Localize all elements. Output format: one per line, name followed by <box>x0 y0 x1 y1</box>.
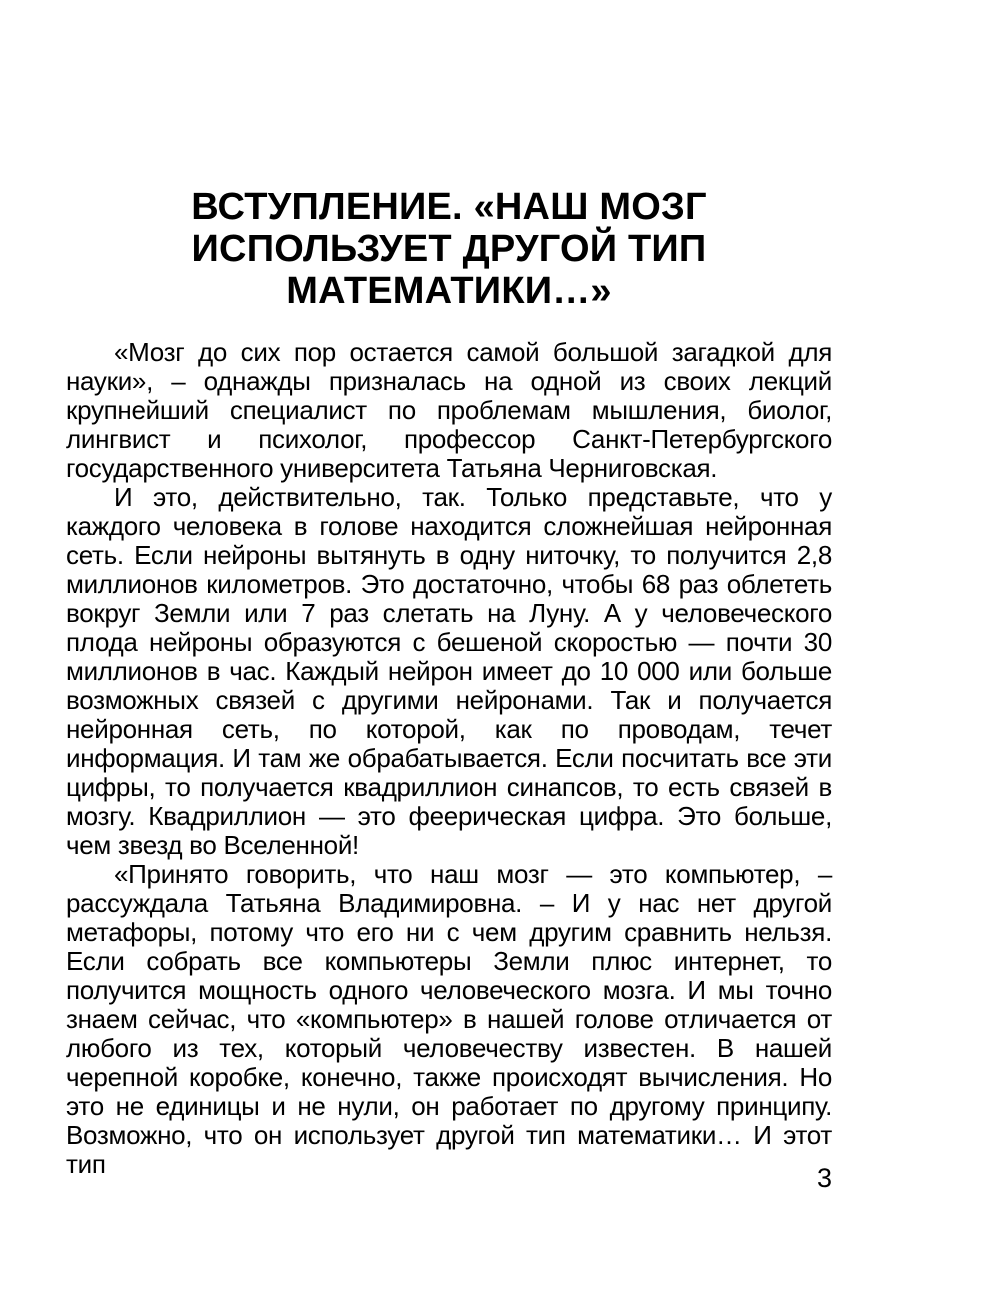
page-number: 3 <box>816 1163 832 1193</box>
body-text <box>66 338 832 1179</box>
paragraph-neural-network: И это, действительно, так. Только представьте, что у каждого человека в голове находится сложнейшая нейронная сеть. Если нейроны вытянуть в одну ниточку, то получится 2,8 миллионов километров. Это достаточно, чтобы 68 раз облететь вокруг Земли или 7 раз слетать на Луну. А у человеческого плода нейроны образуются с бешеной скоростью — почти 30 миллионов в час. Каждый нейрон имеет до 10 000 или больше возможных связей с другими нейронами. Так и получается нейронная сеть, по которой, как по проводам, течет информация. И там же обрабатывается. Если посчитать все эти цифры, то получается квадриллион синапсов, то есть связей в мозгу. Квадриллион — это феерическая цифра. Это больше, чем звезд во Вселенной! <box>66 481 832 860</box>
chapter-title-line-2: ИСПОЛЬЗУЕТ ДРУГОЙ ТИП <box>191 228 707 271</box>
chapter-title-line-1: ВСТУПЛЕНИЕ. «НАШ МОЗГ <box>191 186 707 229</box>
chapter-title <box>66 186 832 312</box>
paragraph-brain-computer: «Принято говорить, что наш мозг — это компьютер, – рассуждала Татьяна Владимировна. – И у нас нет другой метафоры, потому что его ни с чем другим сравнить нельзя. Если собрать все компьютеры Земли плюс интернет, то получится мощность одного человеческого мозга. И мы точно знаем сейчас, что «компьютер» в нашей голове отличается от любого из тех, который человечеству известен. В нашей черепной коробке, конечно, также происходят вычисления. Но это не единицы и не нули, он работает по другому принципу. Возможно, что он использует другой тип математики… И этот тип <box>66 858 832 1179</box>
page-content <box>66 161 832 1179</box>
chapter-title-line-3: МАТЕМАТИКИ…» <box>286 270 612 313</box>
paragraph-intro-quote: «Мозг до сих пор остается самой большой загадкой для науки», – однажды призналась на одной из своих лекций крупнейший специалист по проблемам мышления, биолог, лингвист и психолог, профессор Санкт-Петербургского государственного университета Татьяна Черниговская. <box>66 336 832 483</box>
